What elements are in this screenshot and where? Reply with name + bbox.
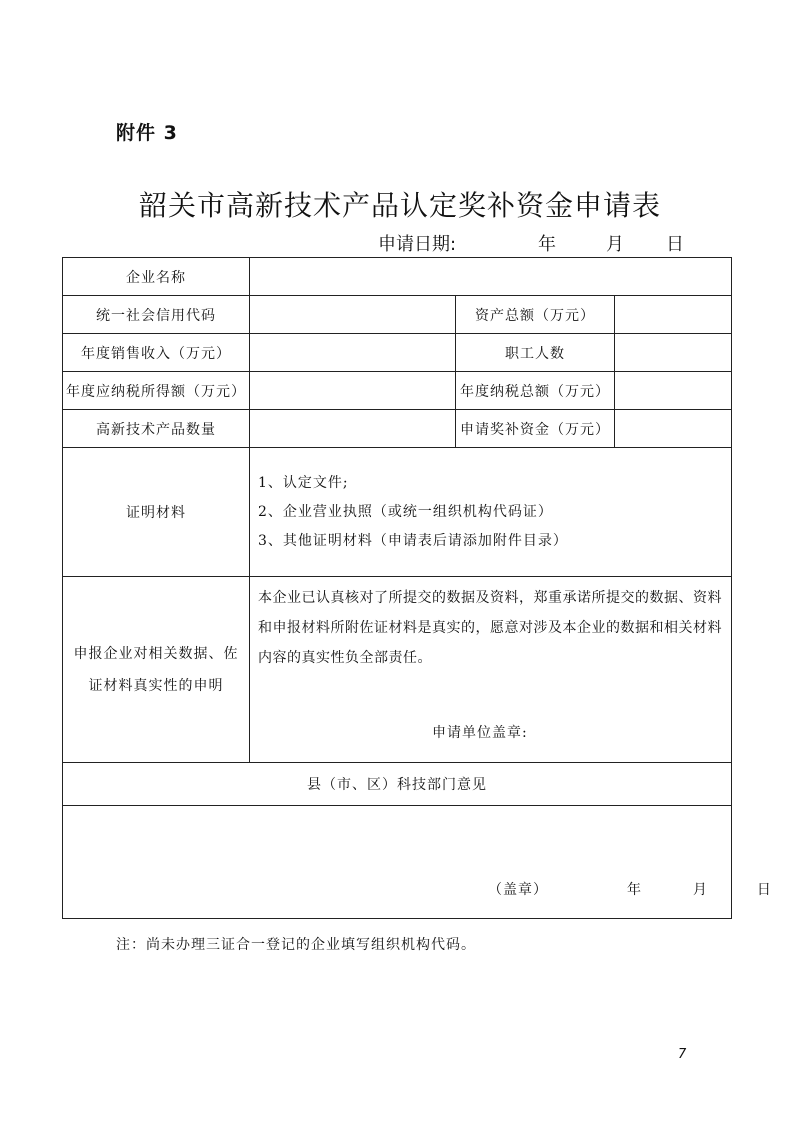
taxable-income-field[interactable] [250, 372, 456, 410]
table-row [63, 334, 732, 372]
attachment-label: 附件 3 [116, 122, 178, 144]
table-row [63, 410, 732, 448]
county-opinion-title: 县（市、区）科技部门意见 [63, 763, 732, 806]
employees-field[interactable] [615, 334, 732, 372]
materials-item: 2、企业营业执照（或统一组织机构代码证） [258, 503, 553, 520]
declaration-label-line: 申报企业对相关数据、佐 [73, 645, 239, 662]
table-row [63, 258, 732, 296]
table-row [63, 448, 732, 577]
employees-label: 职工人数 [456, 334, 615, 372]
footnote: 注：尚未办理三证合一登记的企业填写组织机构代码。 [116, 937, 476, 953]
declaration-label [63, 577, 250, 763]
opinion-date [627, 879, 772, 899]
application-form-table [62, 257, 772, 919]
subsidy-label: 申请奖补资金（万元） [456, 410, 615, 448]
opinion-day-label: 日 [756, 882, 772, 898]
application-date-label: 申请日期: [378, 234, 457, 255]
table-row [63, 372, 732, 410]
materials-label: 证明材料 [63, 448, 250, 577]
materials-item: 3、其他证明材料（申请表后请添加附件目录） [258, 532, 568, 549]
date-day-label: 日 [666, 234, 684, 255]
total-assets-label: 资产总额（万元） [456, 296, 615, 334]
county-opinion-field[interactable] [63, 806, 772, 919]
table-row [63, 296, 732, 334]
company-name-field[interactable] [250, 258, 732, 296]
opinion-seal-label: （盖章） [488, 882, 548, 898]
table-row [63, 806, 732, 919]
date-year-label: 年 [538, 234, 556, 255]
product-count-field[interactable] [250, 410, 456, 448]
declaration-cell [250, 577, 732, 763]
table-row [63, 763, 732, 806]
total-tax-field[interactable] [615, 372, 732, 410]
subsidy-field[interactable] [615, 410, 732, 448]
annual-sales-field[interactable] [250, 334, 456, 372]
opinion-year-label: 年 [627, 882, 642, 898]
product-count-label: 高新技术产品数量 [63, 410, 250, 448]
date-month-label: 月 [606, 234, 624, 255]
table-row [63, 577, 732, 763]
page-title: 韶关市高新技术产品认定奖补资金申请表 [138, 189, 661, 222]
credit-code-label: 统一社会信用代码 [63, 296, 250, 334]
credit-code-field[interactable] [250, 296, 456, 334]
materials-item: 1、认定文件; [258, 474, 349, 491]
company-name-label: 企业名称 [63, 258, 250, 296]
annual-sales-label: 年度销售收入（万元） [63, 334, 250, 372]
declaration-text: 本企业已认真核对了所提交的数据及资料，郑重承诺所提交的数据、资料和申报材料所附佐证材料是真实的，愿意对涉及本企业的数据和相关材料内容的真实性负全部责任。 [258, 590, 722, 666]
total-assets-field[interactable] [615, 296, 732, 334]
opinion-month-label: 月 [692, 882, 708, 898]
declaration-seal-label: 申请单位盖章: [432, 725, 528, 741]
total-tax-label: 年度纳税总额（万元） [456, 372, 615, 410]
declaration-label-line: 证材料真实性的申明 [88, 677, 224, 694]
materials-list [250, 448, 732, 577]
taxable-income-label: 年度应纳税所得额（万元） [63, 372, 250, 410]
page-number: 7 [678, 1047, 687, 1062]
